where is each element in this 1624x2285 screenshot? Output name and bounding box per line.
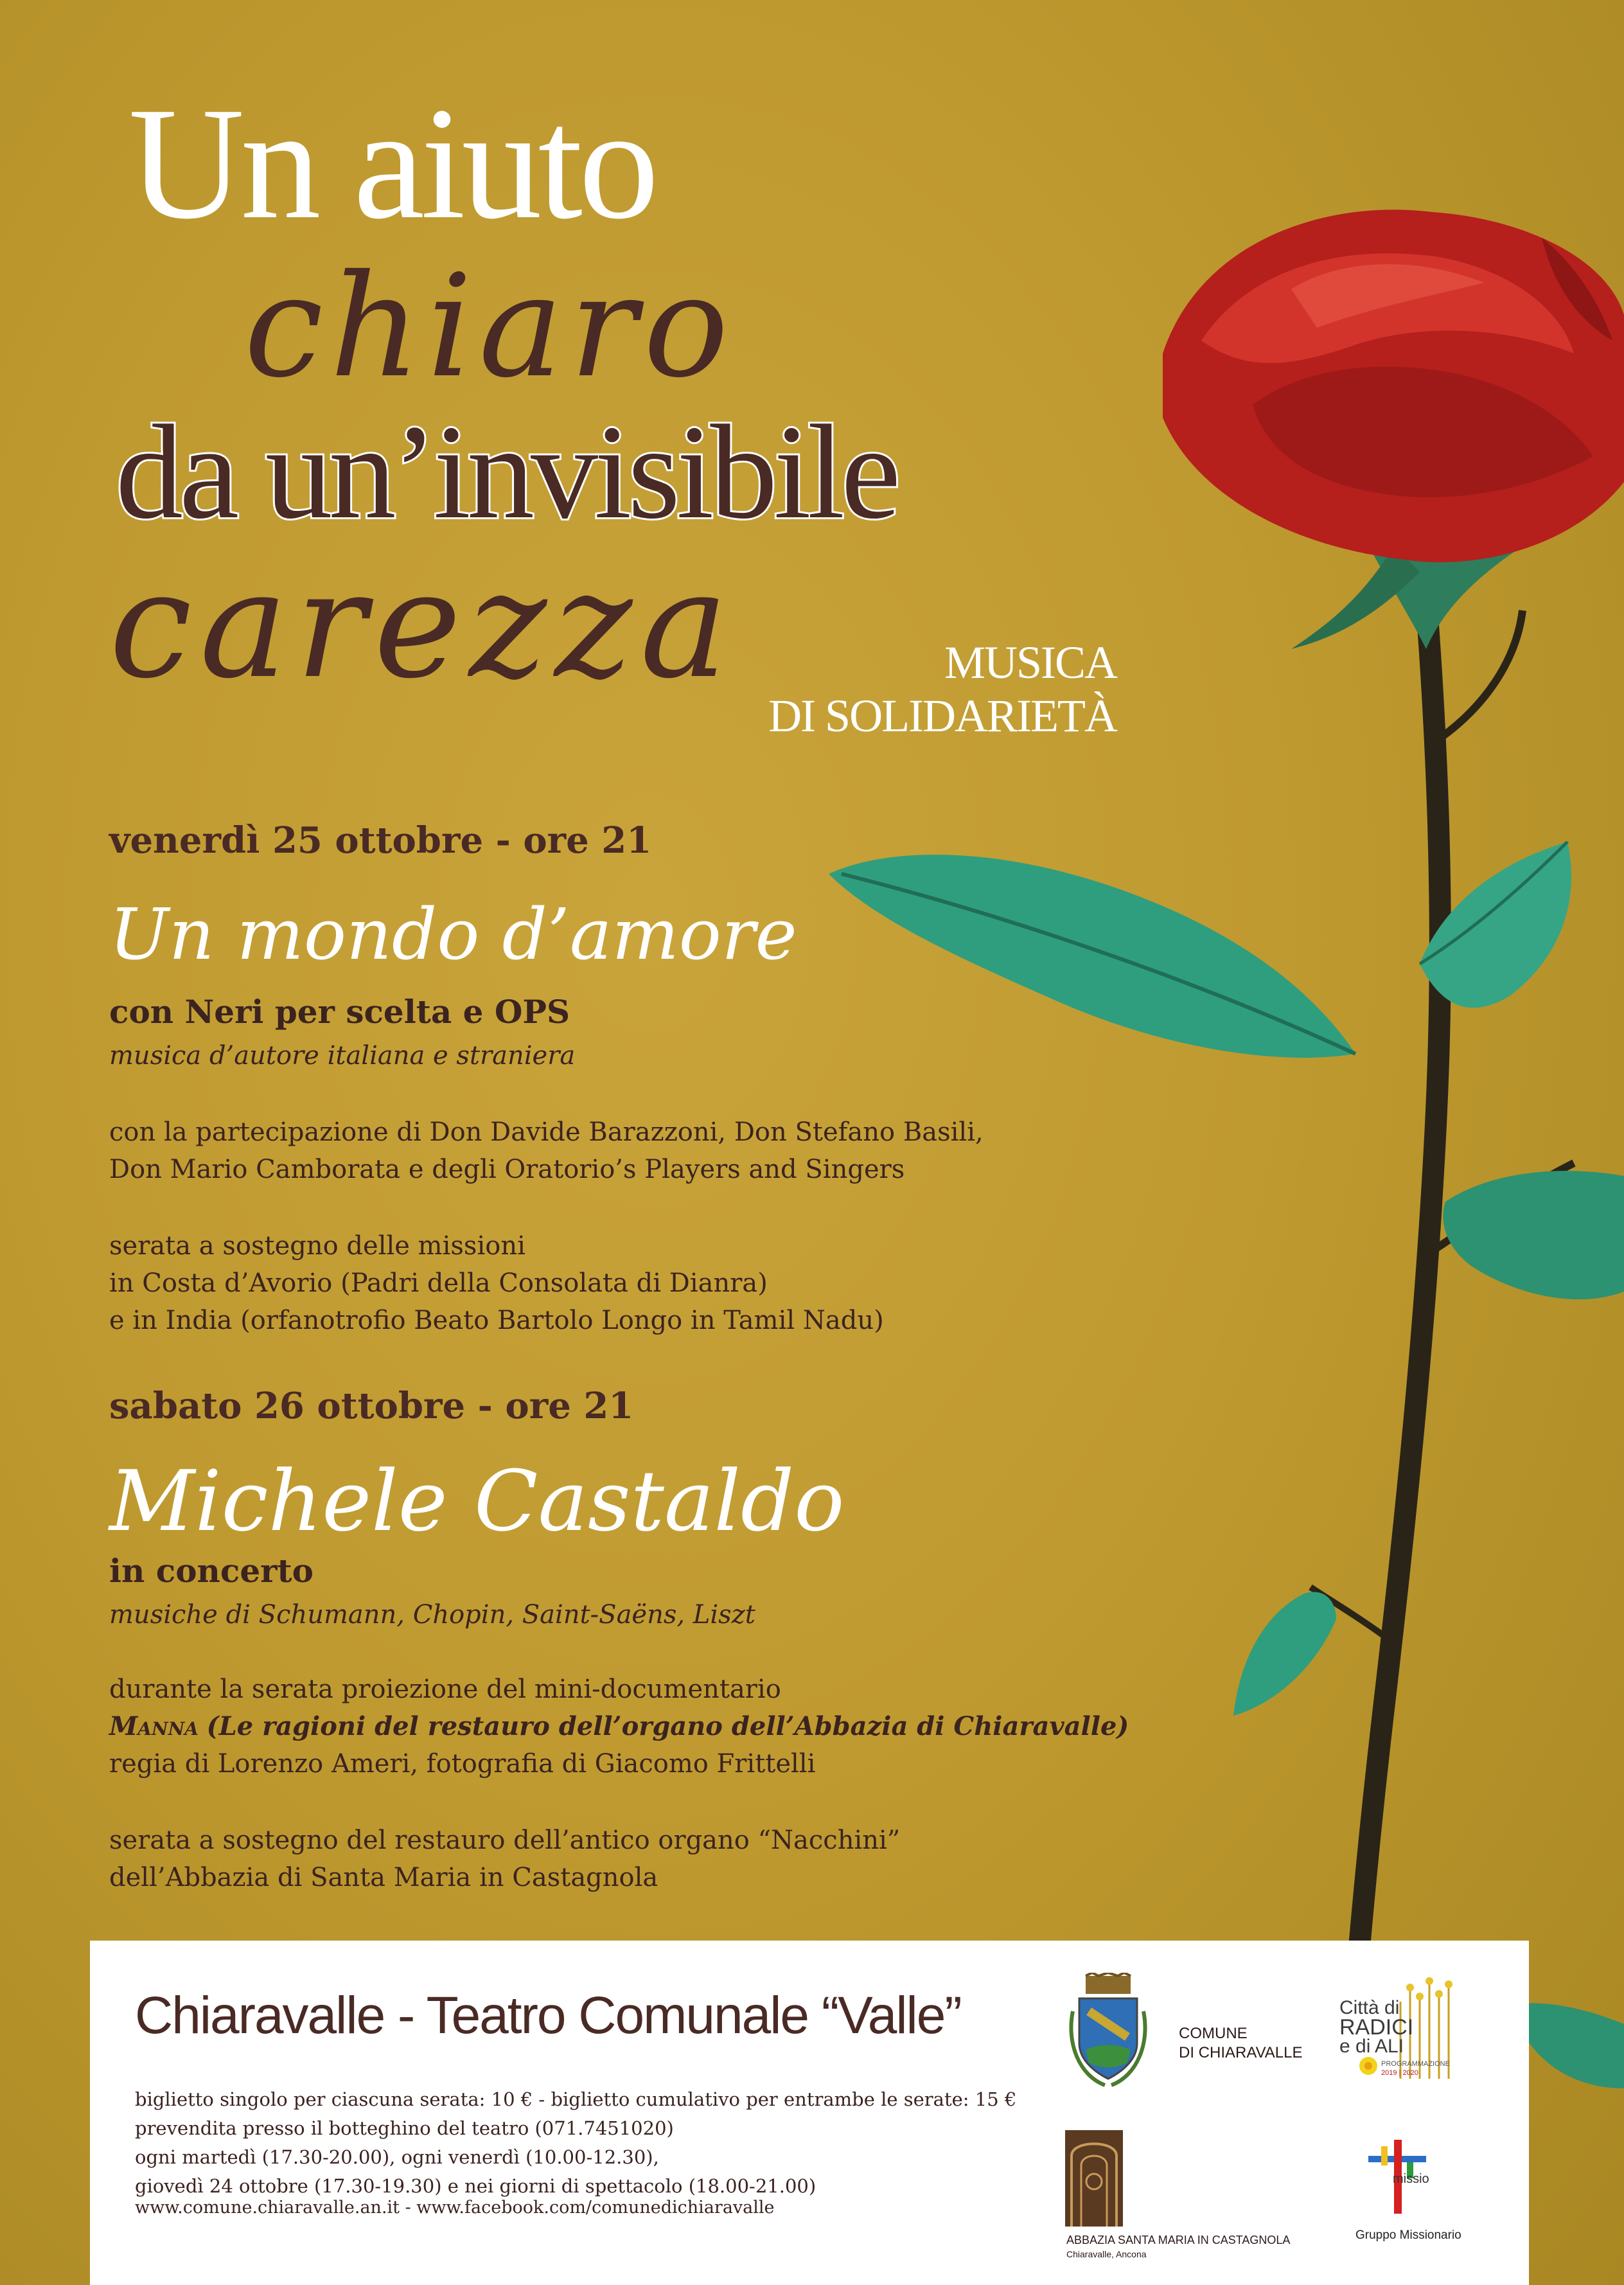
event1-participation-line: Don Mario Camborata e degli Oratorio’s Players and Singers <box>109 1155 905 1184</box>
citta-line-3: e di ALI <box>1339 2036 1404 2057</box>
event2-doc-title-line <box>109 1708 1129 1745</box>
citta-line-1: Città di <box>1339 1997 1400 2018</box>
citta-program-years: 2019 | 2020 <box>1381 2069 1418 2077</box>
ticket-info <box>135 2085 1016 2201</box>
comune-logo-text <box>1179 2024 1303 2063</box>
event2-doc-title: (Le ragioni del restauro dell’organo dell’Abbazia di Chiaravalle) <box>206 1711 1129 1741</box>
comune-line-1: COMUNE <box>1179 2025 1248 2042</box>
title-line-2: chiaro <box>244 244 736 409</box>
venue-title: Chiaravalle - Teatro Comunale “Valle” <box>135 1986 961 2045</box>
citta-line-2: RADICI <box>1339 2015 1414 2040</box>
rose-bloom <box>1163 209 1624 562</box>
abbazia-line-2: Chiaravalle, Ancona <box>1066 2249 1147 2259</box>
rose-leaf-left <box>829 855 1355 1058</box>
event2-documentary <box>109 1671 1129 1783</box>
event2-doc-line: regia di Lorenzo Ameri, fotografia di Giacomo Frittelli <box>109 1749 816 1779</box>
website-links[interactable]: www.comune.chiaravalle.an.it - www.facebook.com/comunedichiaravalle <box>135 2198 775 2218</box>
event1-cause-line: e in India (orfanotrofio Beato Bartolo Longo in Tamil Nadu) <box>109 1306 884 1335</box>
event1-cause-line: serata a sostegno delle missioni <box>109 1231 525 1261</box>
title-line-3: da un’invisibile <box>116 398 897 547</box>
event2-subtitle: in concerto <box>109 1552 313 1590</box>
subtitle-line-2: DI SOLIDARIETÀ <box>768 689 1116 742</box>
event2-cause-line: dell’Abbazia di Santa Maria in Castagnola <box>109 1863 658 1892</box>
abbazia-line-1: ABBAZIA SANTA MARIA IN CASTAGNOLA <box>1066 2234 1291 2246</box>
event2-program: musiche di Schumann, Chopin, Saint-Saëns, Liszt <box>109 1600 755 1630</box>
event2-date: sabato 26 ottobre - ore 21 <box>109 1385 634 1427</box>
abbazia-logo-text <box>1066 2233 1290 2261</box>
ticket-info-line: biglietto singolo per ciascuna serata: 10 € - biglietto cumulativo per entrambe le serate: 15 € <box>135 2088 1017 2110</box>
event1-title: Un mondo d’amore <box>109 893 797 975</box>
comune-crest-icon <box>1066 1973 1150 2088</box>
event2-doc-name: Manna <box>109 1711 199 1741</box>
event1-date: venerdì 25 ottobre - ore 21 <box>109 819 652 862</box>
event2-cause-line: serata a sostegno del restauro dell’antico organo “Nacchini” <box>109 1826 901 1855</box>
rose-leaf-small <box>1233 1592 1336 1716</box>
ticket-info-line: prevendita presso il botteghino del teatro (071.7451020) <box>135 2117 674 2139</box>
event2-title: Michele Castaldo <box>109 1452 845 1550</box>
event1-cause-line: in Costa d’Avorio (Padri della Consolata di Dianra) <box>109 1268 768 1298</box>
citta-program <box>1381 2059 1450 2077</box>
rose-leaf-lower-right <box>1443 1171 1624 1299</box>
title-line-1: Un aiuto <box>128 75 655 253</box>
event1-cause <box>109 1227 884 1339</box>
event2-doc-line: durante la serata proiezione del mini-documentario <box>109 1675 781 1704</box>
event1-participation-line: con la partecipazione di Don Davide Barazzoni, Don Stefano Basili, <box>109 1117 984 1147</box>
event1-performers: con Neri per scelta e OPS <box>109 993 570 1031</box>
ticket-info-line: ogni martedì (17.30-20.00), ogni venerdì (10.00-12.30), <box>135 2146 659 2168</box>
citta-program-label: PROGRAMMAZIONE <box>1381 2060 1450 2068</box>
subtitle-line-1: MUSICA <box>944 637 1116 688</box>
missio-caption: Gruppo Missionario <box>1355 2228 1461 2242</box>
comune-line-2: DI CHIARAVALLE <box>1179 2044 1303 2061</box>
event2-cause <box>109 1822 900 1896</box>
title-line-4: carezza <box>109 540 736 711</box>
citta-logo-text <box>1339 1998 1413 2056</box>
event1-participation <box>109 1114 984 1188</box>
abbazia-logo-icon <box>1065 2130 1123 2227</box>
missio-label: missio <box>1393 2172 1429 2186</box>
event1-genre: musica d’autore italiana e straniera <box>109 1041 576 1071</box>
ticket-info-line: giovedì 24 ottobre (17.30-19.30) e nei giorni di spettacolo (18.00-21.00) <box>135 2175 816 2197</box>
subtitle <box>768 636 1116 743</box>
